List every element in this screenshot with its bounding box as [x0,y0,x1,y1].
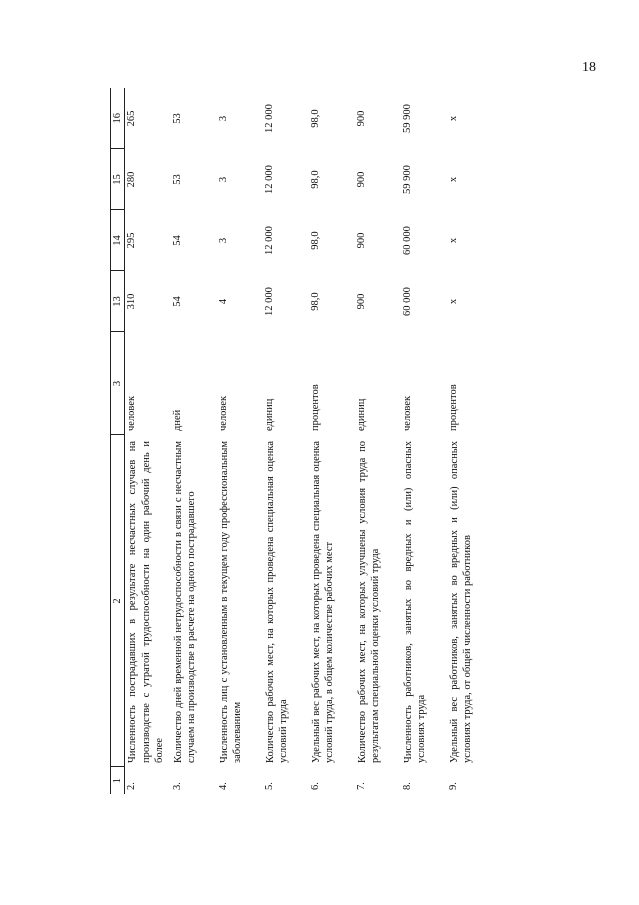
value-col13: 54 [171,296,183,307]
header-cell-col1: 1 [111,767,125,794]
indicator-name: Удельный вес работников, занятых во вредных и (или) опасных условиях труда, от общей численности работников [448,441,474,763]
unit-cell: дней [171,409,183,431]
row-number: 7. [355,782,367,790]
row-number: 5. [263,782,275,790]
unit-cell: единиц [355,398,367,431]
unit-cell: процентов [309,384,321,431]
table-row [309,88,355,794]
indicator-name: Удельный вес рабочих мест, на которых проведена специальная оценка условий труда, в общем количестве рабочих мест [310,441,336,763]
value-col15: 3 [217,176,229,183]
header-cell-col16: 16 [111,88,125,149]
value-col14: 12 000 [263,226,275,255]
value-col13: 4 [217,298,229,305]
indicators-table [110,88,493,794]
table-row [447,88,493,794]
rotated-table-container [110,88,535,794]
value-col15: 12 000 [263,165,275,194]
header-row [111,88,125,794]
value-col13: 60 000 [401,287,413,316]
value-col16: 900 [355,110,367,127]
value-col15: 59 900 [401,165,413,194]
value-col16: 3 [217,115,229,122]
row-number: 4. [217,782,229,790]
value-col16: 53 [171,113,183,124]
value-col15: 280 [126,171,138,188]
value-col15: 900 [355,171,367,188]
value-col14: 60 000 [401,226,413,255]
indicator-name: Количество дней временной нетрудоспособности в связи с несчастным случаем на производстве в расчете на одного пострадавшего [172,441,198,763]
value-col15: х [447,176,459,183]
table-row [171,88,217,794]
header-cell-col3: 3 [111,332,125,435]
unit-cell: процентов [447,384,459,431]
row-number: 2. [126,782,138,790]
value-col13: 98,0 [309,292,321,311]
row-number: 8. [401,782,413,790]
indicator-name: Численность работников, занятых во вредных и (или) опасных условиях труда [402,441,428,763]
table-row [263,88,309,794]
value-col16: 98,0 [309,109,321,128]
indicator-name: Количество рабочих мест, на которых проведена специальная оценка условий труда [264,441,290,763]
value-col13: 12 000 [263,287,275,316]
value-col15: 53 [171,174,183,185]
header-cell-col2: 2 [111,435,125,767]
indicator-name: Количество рабочих мест, на которых улучшены условия труда по результатам специальной оценки условий труда [356,441,382,763]
indicator-name: Численность лиц с установленным в текущем году профессиональным заболеванием [218,441,244,763]
value-col16: 59 900 [401,104,413,133]
table-row [401,88,447,794]
value-col15: 98,0 [309,170,321,189]
unit-cell: единиц [263,398,275,431]
value-col13: 900 [355,293,367,310]
value-col16: х [447,115,459,122]
value-col13: 310 [126,293,138,310]
page-number: 18 [582,60,596,75]
header-cell-col14: 14 [111,210,125,271]
value-col14: 54 [171,235,183,246]
value-col14: 3 [217,237,229,244]
table-row [355,88,401,794]
value-col16: 265 [126,110,138,127]
row-number: 3. [171,782,183,790]
indicator-name: Численность пострадавших в результате несчастных случаев на производстве с утратой трудоспособности на один рабочий день и более [127,441,166,763]
header-cell-col13: 13 [111,271,125,332]
value-col14: 900 [355,232,367,249]
header-cell-col15: 15 [111,149,125,210]
value-col16: 12 000 [263,104,275,133]
value-col14: х [447,237,459,244]
row-number: 6. [309,782,321,790]
value-col14: 295 [126,232,138,249]
value-col14: 98,0 [309,231,321,250]
value-col13: х [447,298,459,305]
row-number: 9. [447,782,459,790]
table-row [125,88,171,794]
unit-cell: человек [217,395,229,431]
table-row [217,88,263,794]
unit-cell: человек [401,395,413,431]
unit-cell: человек [126,395,138,431]
